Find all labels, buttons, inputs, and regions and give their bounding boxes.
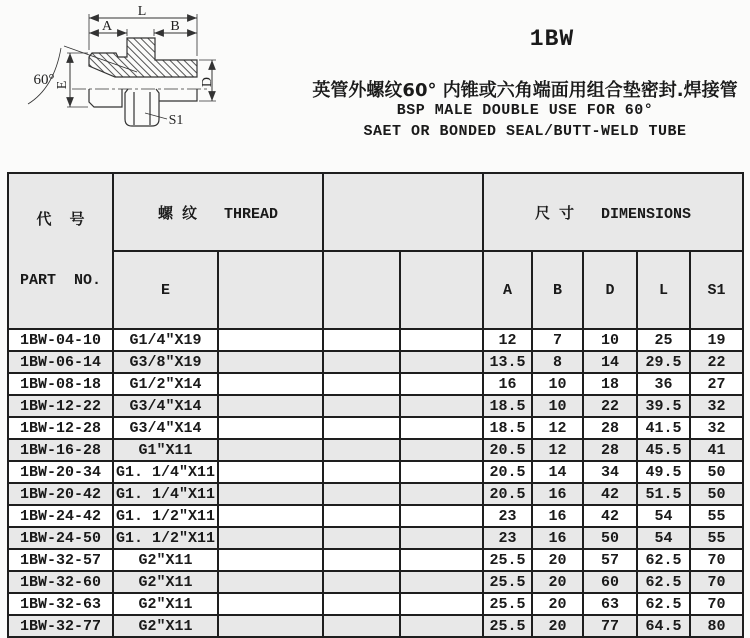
dim-s1-cell: 27 — [690, 373, 743, 395]
table-row — [8, 417, 743, 439]
s1-leader-line — [145, 113, 167, 119]
part-no-cell: 1BW-24-50 — [8, 527, 113, 549]
thread-cell: G3/4″X14 — [113, 417, 218, 439]
table-row — [8, 505, 743, 527]
dim-b-cell: 14 — [532, 461, 583, 483]
blank-cell — [323, 439, 400, 461]
blank-cell — [400, 395, 483, 417]
dim-a-cell: 25.5 — [483, 615, 532, 637]
thread-cell: G3/4″X14 — [113, 395, 218, 417]
blank-cell — [218, 417, 323, 439]
blank-cell — [400, 373, 483, 395]
dim-s1-cell: 50 — [690, 461, 743, 483]
table-row — [8, 351, 743, 373]
thread-cell: G1. 1/4″X11 — [113, 461, 218, 483]
dim-s1-cell: 22 — [690, 351, 743, 373]
thread-cell: G1. 1/4″X11 — [113, 483, 218, 505]
page-title: 1BW — [529, 26, 575, 52]
table-row — [8, 329, 743, 351]
dim-s1-cell: 50 — [690, 483, 743, 505]
blank-cell — [400, 461, 483, 483]
dim-l-cell: 54 — [637, 505, 690, 527]
dim-b-cell: 20 — [532, 593, 583, 615]
dim-d-cell: 63 — [583, 593, 637, 615]
part-no-cell: 1BW-12-22 — [8, 395, 113, 417]
s1-label: S1 — [168, 113, 184, 128]
subtitle-english-2: SAET OR BONDED SEAL/BUTT-WELD TUBE — [363, 123, 687, 140]
thread-cell: G2″X11 — [113, 615, 218, 637]
blank-cell — [323, 593, 400, 615]
dim-b-cell: 20 — [532, 549, 583, 571]
dim-d-cell: 28 — [583, 417, 637, 439]
dim-label-b: B — [170, 19, 180, 34]
dim-b-cell: 10 — [532, 395, 583, 417]
dim-l-cell: 39.5 — [637, 395, 690, 417]
dim-a-cell: 12 — [483, 329, 532, 351]
dim-a-cell: 18.5 — [483, 417, 532, 439]
blank-cell — [218, 483, 323, 505]
part-no-cell: 1BW-16-28 — [8, 439, 113, 461]
fitting-section-top — [89, 38, 197, 77]
blank-cell — [323, 351, 400, 373]
blank-cell — [218, 615, 323, 637]
dim-l-cell: 45.5 — [637, 439, 690, 461]
dim-s1-cell: 70 — [690, 549, 743, 571]
dim-b-cell: 16 — [532, 505, 583, 527]
dim-l-cell: 62.5 — [637, 549, 690, 571]
blank-cell — [218, 373, 323, 395]
parts-table — [7, 172, 744, 638]
col-header-b: B — [532, 251, 583, 329]
part-no-cell: 1BW-24-42 — [8, 505, 113, 527]
dim-a-cell: 20.5 — [483, 483, 532, 505]
dim-l-cell: 54 — [637, 527, 690, 549]
part-no-cell: 1BW-08-18 — [8, 373, 113, 395]
dim-b-cell: 20 — [532, 571, 583, 593]
thread-cell: G1″X11 — [113, 439, 218, 461]
table-row — [8, 593, 743, 615]
table-row — [8, 549, 743, 571]
table-body — [8, 329, 743, 637]
fitting-hex — [125, 89, 159, 126]
blank-cell — [400, 417, 483, 439]
blank-cell — [323, 571, 400, 593]
part-no-cell: 1BW-32-77 — [8, 615, 113, 637]
blank-cell — [400, 549, 483, 571]
dim-b-cell: 16 — [532, 483, 583, 505]
col-header-part-no — [8, 173, 113, 329]
col-header-blank — [218, 251, 323, 329]
blank-cell — [400, 527, 483, 549]
dim-a-cell: 13.5 — [483, 351, 532, 373]
dim-a-cell: 25.5 — [483, 593, 532, 615]
dim-s1-cell: 32 — [690, 395, 743, 417]
thread-cell: G2″X11 — [113, 593, 218, 615]
blank-cell — [218, 593, 323, 615]
dim-l-cell: 29.5 — [637, 351, 690, 373]
col-header-part-no-cn: 代 号 — [36, 212, 85, 229]
col-header-l: L — [637, 251, 690, 329]
blank-cell — [323, 395, 400, 417]
subtitle-english-1: BSP MALE DOUBLE USE FOR 60° — [396, 102, 654, 119]
dim-a-cell: 20.5 — [483, 439, 532, 461]
part-no-cell: 1BW-20-42 — [8, 483, 113, 505]
dim-a-cell: 25.5 — [483, 571, 532, 593]
blank-cell — [400, 505, 483, 527]
col-header-blank — [323, 173, 483, 251]
blank-cell — [400, 329, 483, 351]
blank-cell — [218, 505, 323, 527]
dim-l-cell: 62.5 — [637, 571, 690, 593]
dim-b-cell: 12 — [532, 417, 583, 439]
table-row — [8, 461, 743, 483]
thread-cell: G2″X11 — [113, 549, 218, 571]
thread-cell: G3/8″X19 — [113, 351, 218, 373]
dim-l-cell: 49.5 — [637, 461, 690, 483]
dim-a-cell: 16 — [483, 373, 532, 395]
blank-cell — [218, 351, 323, 373]
dim-a-cell: 25.5 — [483, 549, 532, 571]
dim-a-cell: 20.5 — [483, 461, 532, 483]
dim-a-cell: 23 — [483, 505, 532, 527]
dim-s1-cell: 70 — [690, 571, 743, 593]
col-header-d: D — [583, 251, 637, 329]
col-header-dimensions: 尺 寸 DIMENSIONS — [483, 173, 743, 251]
dim-b-cell: 7 — [532, 329, 583, 351]
blank-cell — [218, 395, 323, 417]
dim-label-a: A — [101, 19, 113, 34]
dim-s1-cell: 32 — [690, 417, 743, 439]
blank-cell — [323, 373, 400, 395]
angle-label: 60° — [33, 72, 55, 88]
blank-cell — [218, 527, 323, 549]
dim-a-cell: 18.5 — [483, 395, 532, 417]
dim-l-cell: 62.5 — [637, 593, 690, 615]
dim-a-cell: 23 — [483, 527, 532, 549]
col-header-blank — [400, 251, 483, 329]
technical-drawing — [0, 0, 250, 162]
thread-cell: G1. 1/2″X11 — [113, 505, 218, 527]
blank-cell — [218, 329, 323, 351]
blank-cell — [218, 461, 323, 483]
thread-cell: G2″X11 — [113, 571, 218, 593]
blank-cell — [323, 615, 400, 637]
col-header-e: E — [113, 251, 218, 329]
dim-l-cell: 64.5 — [637, 615, 690, 637]
table-header-row-2 — [8, 251, 743, 329]
table-row — [8, 615, 743, 637]
dim-d-cell: 42 — [583, 505, 637, 527]
table-row — [8, 439, 743, 461]
dim-b-cell: 12 — [532, 439, 583, 461]
blank-cell — [400, 615, 483, 637]
blank-cell — [323, 505, 400, 527]
col-header-blank — [323, 251, 400, 329]
col-header-thread: 螺 纹 THREAD — [113, 173, 323, 251]
dim-label-l: L — [137, 4, 147, 19]
dim-d-cell: 22 — [583, 395, 637, 417]
dim-l-cell: 25 — [637, 329, 690, 351]
part-no-cell: 1BW-32-57 — [8, 549, 113, 571]
part-no-cell: 1BW-32-63 — [8, 593, 113, 615]
blank-cell — [323, 417, 400, 439]
blank-cell — [400, 483, 483, 505]
thread-cell: G1/2″X14 — [113, 373, 218, 395]
dim-d-cell: 34 — [583, 461, 637, 483]
part-no-cell: 1BW-20-34 — [8, 461, 113, 483]
table-row — [8, 527, 743, 549]
table-row — [8, 373, 743, 395]
col-header-part-no-en: PART NO. — [19, 272, 101, 289]
subtitle-chinese: 英管外螺纹60° 内锥或六角端面用组合垫密封.焊接管 — [312, 80, 738, 101]
blank-cell — [323, 527, 400, 549]
dim-s1-cell: 70 — [690, 593, 743, 615]
dim-l-cell: 51.5 — [637, 483, 690, 505]
dim-s1-cell: 41 — [690, 439, 743, 461]
dim-label-d: D — [200, 76, 215, 88]
dim-label-e: E — [55, 80, 70, 90]
table-header-row-1 — [8, 173, 743, 251]
dim-b-cell: 20 — [532, 615, 583, 637]
blank-cell — [400, 439, 483, 461]
col-header-s1: S1 — [690, 251, 743, 329]
part-no-cell: 1BW-04-10 — [8, 329, 113, 351]
dim-d-cell: 10 — [583, 329, 637, 351]
fitting-thread-end — [89, 89, 122, 107]
blank-cell — [218, 549, 323, 571]
dim-s1-cell: 55 — [690, 505, 743, 527]
part-no-cell: 1BW-12-28 — [8, 417, 113, 439]
dim-d-cell: 77 — [583, 615, 637, 637]
thread-cell: G1. 1/2″X11 — [113, 527, 218, 549]
blank-cell — [400, 593, 483, 615]
blank-cell — [323, 329, 400, 351]
dim-s1-cell: 80 — [690, 615, 743, 637]
blank-cell — [323, 549, 400, 571]
table-row — [8, 395, 743, 417]
blank-cell — [218, 571, 323, 593]
dim-d-cell: 18 — [583, 373, 637, 395]
dim-s1-cell: 55 — [690, 527, 743, 549]
dim-d-cell: 60 — [583, 571, 637, 593]
dim-b-cell: 10 — [532, 373, 583, 395]
table-row — [8, 483, 743, 505]
part-no-cell: 1BW-32-60 — [8, 571, 113, 593]
dim-d-cell: 42 — [583, 483, 637, 505]
blank-cell — [400, 571, 483, 593]
dim-d-cell: 57 — [583, 549, 637, 571]
dim-l-cell: 36 — [637, 373, 690, 395]
part-no-cell: 1BW-06-14 — [8, 351, 113, 373]
dim-d-cell: 50 — [583, 527, 637, 549]
col-header-a: A — [483, 251, 532, 329]
fitting-tube-end — [159, 89, 197, 101]
blank-cell — [400, 351, 483, 373]
blank-cell — [323, 483, 400, 505]
blank-cell — [218, 439, 323, 461]
thread-cell: G1/4″X19 — [113, 329, 218, 351]
table-row — [8, 571, 743, 593]
dim-b-cell: 16 — [532, 527, 583, 549]
dim-s1-cell: 19 — [690, 329, 743, 351]
dim-b-cell: 8 — [532, 351, 583, 373]
dim-l-cell: 41.5 — [637, 417, 690, 439]
dim-d-cell: 28 — [583, 439, 637, 461]
blank-cell — [323, 461, 400, 483]
dim-d-cell: 14 — [583, 351, 637, 373]
